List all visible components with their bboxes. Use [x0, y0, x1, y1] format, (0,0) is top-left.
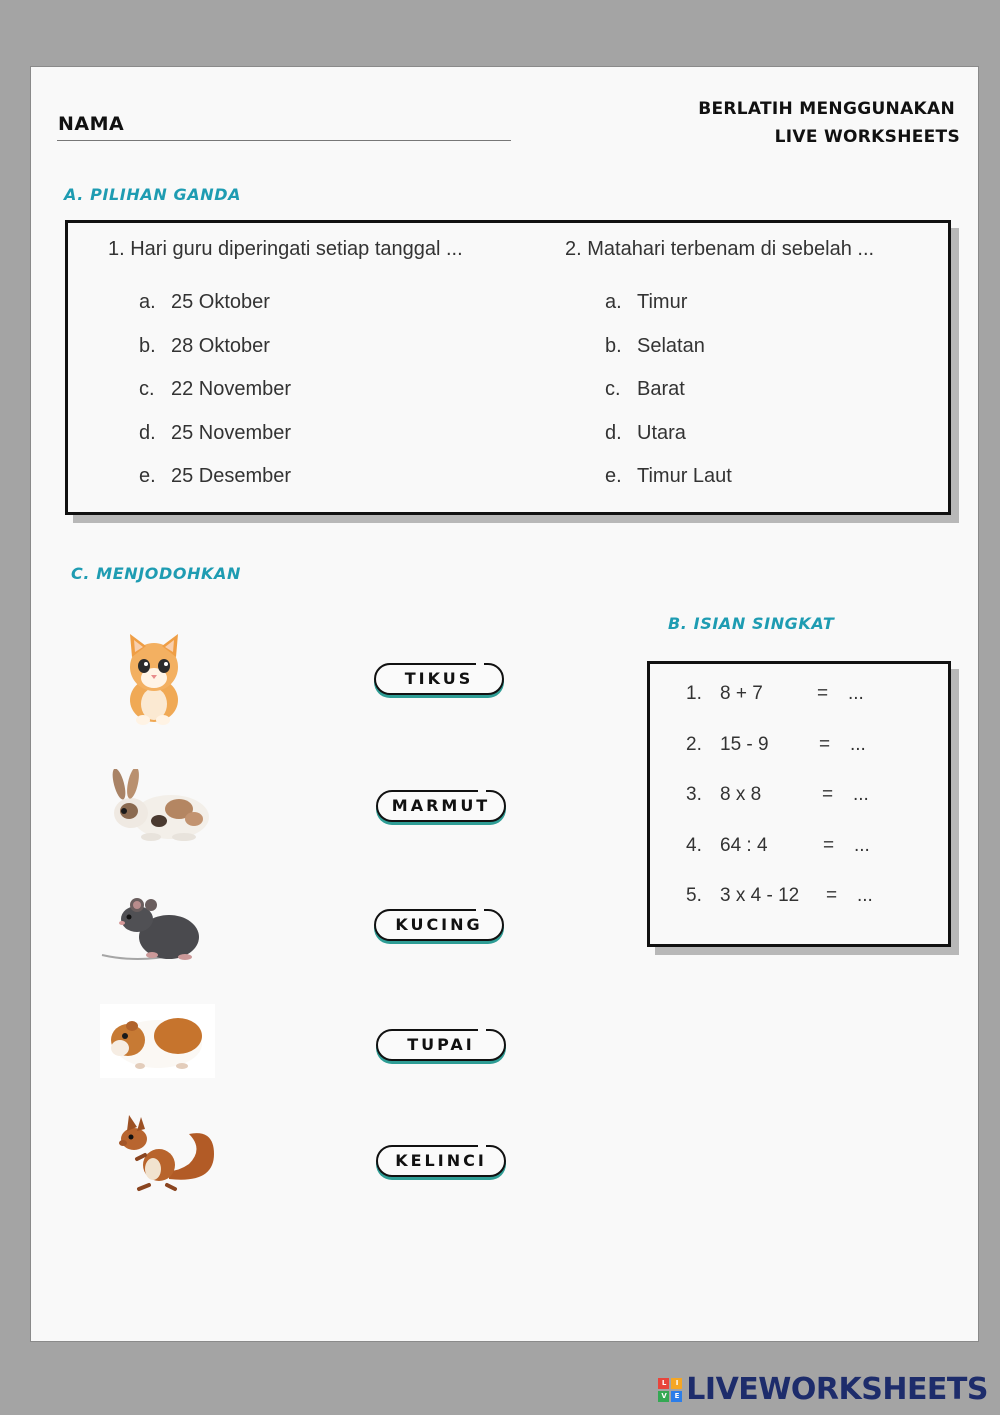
answer-field[interactable]: ...	[854, 834, 870, 856]
question-2-option-b[interactable]: b. Selatan	[605, 334, 705, 357]
liveworksheets-logo[interactable]	[658, 1372, 988, 1407]
question-1-option-c[interactable]: c. 22 November	[139, 378, 292, 400]
guinea-pig-image	[100, 1004, 215, 1078]
section-title-pilihan-ganda: A. PILIHAN GANDA	[64, 185, 242, 204]
question-2-option-c[interactable]: c. Barat	[605, 378, 685, 400]
question-2-options	[605, 281, 732, 499]
worksheet-title	[698, 95, 960, 151]
guinea-pig-frame	[100, 1004, 215, 1078]
mouse-image	[97, 893, 212, 968]
answer-field[interactable]: ...	[857, 885, 873, 906]
match-word-tikus[interactable]: TIKUS	[374, 663, 504, 695]
question-1-text: 1. Hari guru diperingati setiap tanggal ...	[108, 238, 463, 260]
answer-field[interactable]: ...	[853, 784, 869, 805]
squirrel-image	[109, 1109, 219, 1194]
rabbit-image	[109, 769, 219, 844]
short-answer-row: 4. 64 : 4 = ...	[686, 821, 936, 872]
question-1-option-d[interactable]: d. 25 November	[139, 421, 292, 444]
question-2-option-e[interactable]: e. Timur Laut	[605, 465, 732, 487]
name-input-line[interactable]	[57, 140, 511, 141]
section-title-menjodohkan: C. MENJODOHKAN	[71, 564, 242, 583]
logo-grid-icon: L I V E	[658, 1378, 682, 1402]
match-word-tupai[interactable]: TUPAI	[376, 1029, 506, 1061]
short-answer-list	[686, 669, 936, 922]
question-1-option-a[interactable]: a. 25 Oktober	[139, 291, 270, 313]
question-1-option-e[interactable]: e. 25 Desember	[139, 465, 292, 487]
question-1-option-b[interactable]: b. 28 Oktober	[139, 334, 270, 357]
match-word-marmut[interactable]: MARMUT	[376, 790, 506, 822]
question-2-option-a[interactable]: a. Timur	[605, 291, 688, 313]
short-answer-row: 2. 15 - 9 = ...	[686, 720, 936, 771]
short-answer-row: 5. 3 x 4 - 12 = ...	[686, 871, 936, 922]
match-word-kelinci[interactable]: KELINCI	[376, 1145, 506, 1177]
section-title-isian-singkat: B. ISIAN SINGKAT	[668, 614, 835, 633]
multiple-choice-box	[65, 220, 951, 515]
match-word-kucing[interactable]: KUCING	[374, 909, 504, 941]
question-1-options	[139, 281, 291, 499]
title-line-2: LIVE WORKSHEETS	[774, 127, 960, 147]
title-line-1: BERLATIH MENGGUNAKAN	[698, 99, 955, 119]
question-2-text: 2. Matahari terbenam di sebelah ...	[565, 238, 875, 260]
answer-field[interactable]: ...	[848, 683, 864, 704]
cat-image	[116, 632, 191, 727]
answer-field[interactable]: ...	[850, 733, 866, 755]
short-answer-row: 3. 8 x 8 = ...	[686, 770, 936, 821]
worksheet-page	[30, 66, 979, 1342]
logo-text: LIVEWORKSHEETS	[686, 1372, 988, 1407]
name-label: NAMA	[58, 113, 125, 135]
short-answer-box	[647, 661, 951, 947]
question-2-option-d[interactable]: d. Utara	[605, 421, 686, 444]
short-answer-row: 1. 8 + 7 = ...	[686, 669, 936, 720]
